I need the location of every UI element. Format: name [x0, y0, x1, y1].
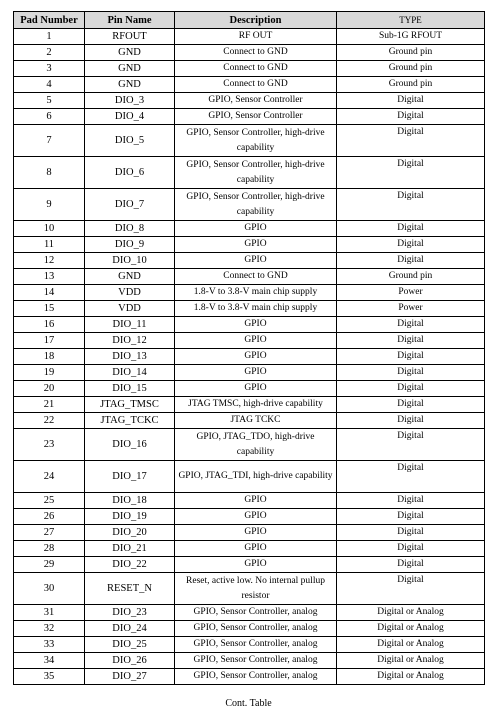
pin-name-cell: DIO_24	[85, 621, 175, 637]
type-cell: Ground pin	[337, 45, 485, 61]
type-cell: Digital	[337, 557, 485, 573]
type-cell: Digital or Analog	[337, 621, 485, 637]
table-row	[14, 413, 485, 429]
pad-number-cell: 27	[14, 525, 85, 541]
table-header-row	[14, 12, 485, 29]
table-row	[14, 301, 485, 317]
pin-name-cell: DIO_6	[85, 157, 175, 189]
description-cell: GPIO, JTAG_TDI, high-drive capability	[175, 461, 337, 493]
pad-number-cell: 8	[14, 157, 85, 189]
pad-number-cell: 14	[14, 285, 85, 301]
pad-number-cell: 9	[14, 189, 85, 221]
type-cell: Digital	[337, 381, 485, 397]
pad-number-cell: 31	[14, 605, 85, 621]
type-cell: Digital	[337, 237, 485, 253]
table-row	[14, 461, 485, 493]
table-body	[14, 29, 485, 685]
description-cell: GPIO	[175, 317, 337, 333]
description-cell: GPIO	[175, 365, 337, 381]
pin-name-cell: VDD	[85, 301, 175, 317]
pad-number-cell: 23	[14, 429, 85, 461]
pin-name-cell: GND	[85, 61, 175, 77]
pin-name-cell: RESET_N	[85, 573, 175, 605]
pad-number-cell: 26	[14, 509, 85, 525]
description-cell: JTAG TCKC	[175, 413, 337, 429]
pin-name-cell: DIO_13	[85, 349, 175, 365]
pad-number-cell: 17	[14, 333, 85, 349]
pin-name-cell: DIO_10	[85, 253, 175, 269]
pin-name-cell: DIO_21	[85, 541, 175, 557]
table-row	[14, 189, 485, 221]
description-cell: 1.8-V to 3.8-V main chip supply	[175, 285, 337, 301]
type-cell: Digital	[337, 429, 485, 461]
type-cell: Digital	[337, 573, 485, 605]
table-row	[14, 45, 485, 61]
description-cell: GPIO	[175, 525, 337, 541]
table-row	[14, 573, 485, 605]
pad-number-cell: 11	[14, 237, 85, 253]
type-cell: Digital	[337, 317, 485, 333]
description-cell: Connect to GND	[175, 77, 337, 93]
pin-name-cell: DIO_11	[85, 317, 175, 333]
type-cell: Power	[337, 301, 485, 317]
type-cell: Sub-1G RFOUT	[337, 29, 485, 45]
pad-number-cell: 19	[14, 365, 85, 381]
pin-name-cell: DIO_15	[85, 381, 175, 397]
description-cell: RF OUT	[175, 29, 337, 45]
description-cell: Connect to GND	[175, 269, 337, 285]
description-cell: GPIO	[175, 509, 337, 525]
table-row	[14, 333, 485, 349]
description-cell: GPIO, Sensor Controller, analog	[175, 669, 337, 685]
type-cell: Digital or Analog	[337, 605, 485, 621]
pad-number-cell: 13	[14, 269, 85, 285]
type-cell: Digital	[337, 365, 485, 381]
table-row	[14, 525, 485, 541]
description-cell: GPIO	[175, 221, 337, 237]
pin-name-cell: DIO_8	[85, 221, 175, 237]
type-cell: Ground pin	[337, 61, 485, 77]
table-row	[14, 29, 485, 45]
description-cell: GPIO, Sensor Controller	[175, 109, 337, 125]
pad-number-cell: 7	[14, 125, 85, 157]
description-cell: Reset, active low. No internal pullup resistor	[175, 573, 337, 605]
table-row	[14, 317, 485, 333]
pad-number-cell: 22	[14, 413, 85, 429]
type-cell: Digital	[337, 125, 485, 157]
description-cell: GPIO	[175, 493, 337, 509]
table-row	[14, 621, 485, 637]
description-cell: GPIO, Sensor Controller, analog	[175, 621, 337, 637]
pin-name-cell: DIO_12	[85, 333, 175, 349]
description-cell: GPIO, Sensor Controller, analog	[175, 653, 337, 669]
pin-description-table	[13, 11, 485, 685]
type-cell: Digital	[337, 509, 485, 525]
pin-name-cell: DIO_16	[85, 429, 175, 461]
description-cell: Connect to GND	[175, 45, 337, 61]
table-row	[14, 269, 485, 285]
pin-name-cell: GND	[85, 45, 175, 61]
header-description: Description	[175, 12, 337, 29]
type-cell: Power	[337, 285, 485, 301]
table-row	[14, 253, 485, 269]
pad-number-cell: 15	[14, 301, 85, 317]
pin-name-cell: DIO_9	[85, 237, 175, 253]
description-cell: GPIO	[175, 557, 337, 573]
description-cell: GPIO	[175, 253, 337, 269]
description-cell: GPIO	[175, 381, 337, 397]
pad-number-cell: 24	[14, 461, 85, 493]
pad-number-cell: 1	[14, 29, 85, 45]
pad-number-cell: 33	[14, 637, 85, 653]
type-cell: Ground pin	[337, 269, 485, 285]
table-row	[14, 605, 485, 621]
table-caption: Cont. Table	[225, 698, 272, 709]
description-cell: 1.8-V to 3.8-V main chip supply	[175, 301, 337, 317]
pin-name-cell: VDD	[85, 285, 175, 301]
pin-name-cell: DIO_4	[85, 109, 175, 125]
type-cell: Digital or Analog	[337, 653, 485, 669]
pin-name-cell: DIO_25	[85, 637, 175, 653]
pin-name-cell: DIO_22	[85, 557, 175, 573]
table-row	[14, 77, 485, 93]
description-cell: GPIO	[175, 541, 337, 557]
pad-number-cell: 30	[14, 573, 85, 605]
pad-number-cell: 12	[14, 253, 85, 269]
pin-name-cell: DIO_27	[85, 669, 175, 685]
table-row	[14, 397, 485, 413]
pad-number-cell: 29	[14, 557, 85, 573]
type-cell: Digital	[337, 493, 485, 509]
pad-number-cell: 18	[14, 349, 85, 365]
pad-number-cell: 34	[14, 653, 85, 669]
pad-number-cell: 10	[14, 221, 85, 237]
table-row	[14, 349, 485, 365]
type-cell: Digital	[337, 157, 485, 189]
pin-name-cell: GND	[85, 269, 175, 285]
type-cell: Digital	[337, 349, 485, 365]
pad-number-cell: 2	[14, 45, 85, 61]
pin-name-cell: DIO_19	[85, 509, 175, 525]
description-cell: GPIO	[175, 237, 337, 253]
pad-number-cell: 16	[14, 317, 85, 333]
table-row	[14, 429, 485, 461]
description-cell: GPIO, JTAG_TDO, high-drive capability	[175, 429, 337, 461]
header-type: TYPE	[337, 12, 485, 29]
pin-name-cell: DIO_14	[85, 365, 175, 381]
table-row	[14, 61, 485, 77]
type-cell: Digital	[337, 413, 485, 429]
pad-number-cell: 25	[14, 493, 85, 509]
description-cell: GPIO, Sensor Controller, high-drive capability	[175, 189, 337, 221]
pin-name-cell: DIO_26	[85, 653, 175, 669]
table-row	[14, 157, 485, 189]
table-row	[14, 557, 485, 573]
description-cell: GPIO	[175, 333, 337, 349]
table-row	[14, 365, 485, 381]
pad-number-cell: 3	[14, 61, 85, 77]
type-cell: Digital	[337, 253, 485, 269]
pad-number-cell: 6	[14, 109, 85, 125]
table-row	[14, 509, 485, 525]
pad-number-cell: 4	[14, 77, 85, 93]
description-cell: Connect to GND	[175, 61, 337, 77]
pin-name-cell: DIO_23	[85, 605, 175, 621]
table-row	[14, 125, 485, 157]
type-cell: Digital or Analog	[337, 637, 485, 653]
description-cell: GPIO, Sensor Controller, analog	[175, 605, 337, 621]
type-cell: Digital	[337, 189, 485, 221]
table-row	[14, 541, 485, 557]
type-cell: Digital	[337, 109, 485, 125]
table-row	[14, 237, 485, 253]
pad-number-cell: 21	[14, 397, 85, 413]
pad-number-cell: 35	[14, 669, 85, 685]
description-cell: GPIO, Sensor Controller, analog	[175, 637, 337, 653]
pad-number-cell: 5	[14, 93, 85, 109]
type-cell: Digital	[337, 93, 485, 109]
type-cell: Digital or Analog	[337, 669, 485, 685]
table-row	[14, 669, 485, 685]
pin-name-cell: DIO_5	[85, 125, 175, 157]
description-cell: GPIO	[175, 349, 337, 365]
table-row	[14, 285, 485, 301]
description-cell: GPIO, Sensor Controller, high-drive capability	[175, 157, 337, 189]
pin-name-cell: DIO_3	[85, 93, 175, 109]
type-cell: Digital	[337, 525, 485, 541]
type-cell: Digital	[337, 221, 485, 237]
description-cell: GPIO, Sensor Controller	[175, 93, 337, 109]
type-cell: Ground pin	[337, 77, 485, 93]
table-row	[14, 221, 485, 237]
description-cell: GPIO, Sensor Controller, high-drive capability	[175, 125, 337, 157]
header-pad-number: Pad Number	[14, 12, 85, 29]
pin-name-cell: GND	[85, 77, 175, 93]
type-cell: Digital	[337, 333, 485, 349]
pad-number-cell: 28	[14, 541, 85, 557]
type-cell: Digital	[337, 397, 485, 413]
pin-name-cell: JTAG_TMSC	[85, 397, 175, 413]
pin-name-cell: DIO_17	[85, 461, 175, 493]
pin-name-cell: RFOUT	[85, 29, 175, 45]
pin-name-cell: DIO_20	[85, 525, 175, 541]
pin-name-cell: DIO_7	[85, 189, 175, 221]
table-row	[14, 109, 485, 125]
pad-number-cell: 32	[14, 621, 85, 637]
table-row	[14, 493, 485, 509]
header-pin-name: Pin Name	[85, 12, 175, 29]
description-cell: JTAG TMSC, high-drive capability	[175, 397, 337, 413]
type-cell: Digital	[337, 541, 485, 557]
pad-number-cell: 20	[14, 381, 85, 397]
table-row	[14, 381, 485, 397]
table-row	[14, 93, 485, 109]
table-row	[14, 637, 485, 653]
table-row	[14, 653, 485, 669]
type-cell: Digital	[337, 461, 485, 493]
pin-name-cell: JTAG_TCKC	[85, 413, 175, 429]
pin-name-cell: DIO_18	[85, 493, 175, 509]
